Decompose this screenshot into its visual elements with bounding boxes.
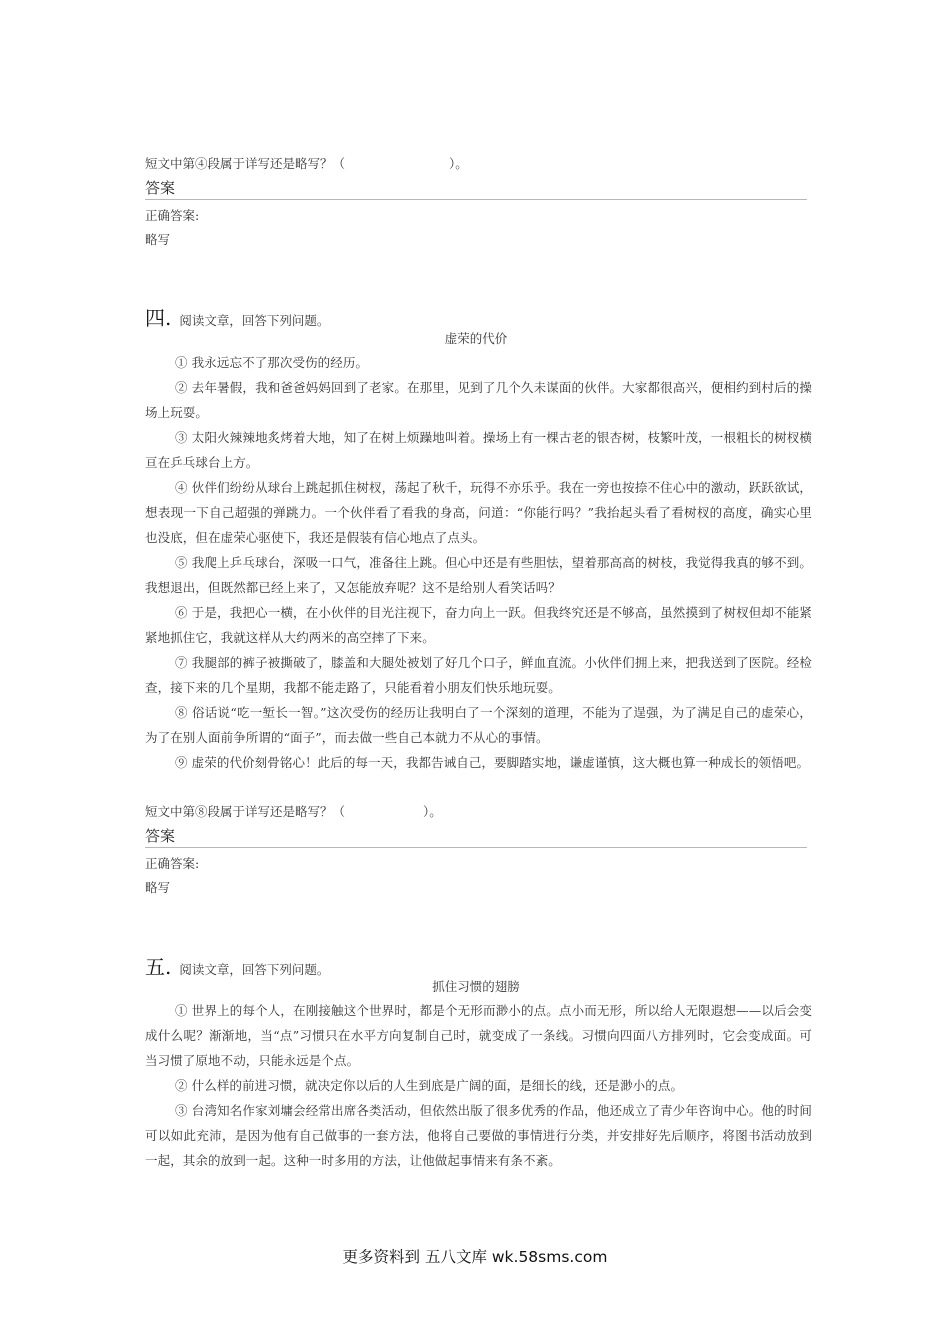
question-suffix: ）。 — [423, 804, 442, 819]
answer-heading: 答案 — [145, 827, 176, 845]
paragraph: ⑦ 我腿部的裤子被撕破了，膝盖和大腿处被划了好几个口子，鲜血直流。小伙伴们拥上来，把我送到了医院。经检查，接下来的几个星期，我都不能走路了，只能看着小朋友们快乐地玩耍。 — [145, 655, 812, 695]
paragraph: ③ 太阳火辣辣地炙烤着大地，知了在树上烦躁地叫着。操场上有一棵古老的银杏树，枝繁叶茂，一根粗长的树杈横亘在乒乓球台上方。 — [145, 430, 812, 470]
section-instruction: 阅读文章，回答下列问题。 — [179, 313, 330, 328]
paragraph: ② 什么样的前进习惯，就决定你以后的人生到底是广阔的面，是细长的线，还是渺小的点。 — [175, 1078, 684, 1093]
section-number: 四. — [145, 306, 172, 330]
paragraph: ③ 台湾知名作家刘墉会经常出席各类活动，但依然出版了很多优秀的作品，他还成立了青少年咨询中心。他的时间可以如此充沛，是因为他有自己做事的一套方法，他将自己要做的事情进行分类，并安排好先后顺序，将图书活动放到一起，其余的放到一起。这种一时多用的方法，让他做起事情来有条不紊。 — [145, 1103, 812, 1168]
article-title: 虚荣的代价 — [444, 331, 508, 346]
answer-heading: 答案 — [145, 179, 176, 197]
section-number: 五. — [145, 955, 172, 979]
question-suffix: ）。 — [449, 156, 468, 171]
correct-answer-value: 略写 — [145, 232, 171, 247]
question-q4 — [145, 802, 442, 820]
paragraph: ⑨ 虚荣的代价刻骨铭心！此后的每一天，我都告诫自己，要脚踏实地，谦虚谨慎，这大概也算一种成长的领悟吧。 — [175, 755, 810, 770]
paragraph: ① 世界上的每个人，在刚接触这个世界时，都是个无形而渺小的点。点小而无形，所以给人无限遐想——以后会变成什么呢？渐渐地，当“点”习惯只在水平方向复制自己时，就变成了一条线。习惯向四面八方排列时，它会变成面。可当习惯了原地不动，只能永远是个点。 — [145, 1003, 812, 1068]
section-heading-5 — [145, 951, 329, 980]
question-q3 — [145, 154, 468, 172]
article-title: 抓住习惯的翅膀 — [432, 979, 520, 994]
footer-watermark-text: 更多资料到 五八文库 wk.58sms.com — [342, 1248, 608, 1266]
paragraph: ② 去年暑假，我和爸爸妈妈回到了老家。在那里，见到了几个久未谋面的伙伴。大家都很高兴，便相约到村后的操场上玩耍。 — [145, 380, 812, 420]
paragraph: ① 我永远忘不了那次受伤的经历。 — [175, 355, 369, 370]
paragraph: ⑧ 俗话说“吃一堑长一智。”这次受伤的经历让我明白了一个深刻的道理，不能为了逞强，为了满足自己的虚荣心，为了在别人面前争所谓的“面子”，而去做一些自己本就力不从心的事情。 — [145, 705, 812, 745]
paragraph: ⑥ 于是，我把心一横，在小伙伴的目光注视下，奋力向上一跃。但我终究还是不够高，虽然摸到了树杈但却不能紧紧地抓住它，我就这样从大约两米的高空摔了下来。 — [145, 605, 812, 645]
question-text: 短文中第⑧段属于详写还是略写？（ — [145, 804, 346, 819]
section-instruction: 阅读文章，回答下列问题。 — [179, 962, 330, 977]
paragraph: ④ 伙伴们纷纷从球台上跳起抓住树杈，荡起了秋千，玩得不亦乐乎。我在一旁也按捺不住心中的激动，跃跃欲试，想表现一下自己超强的弹跳力。一个伙伴看了看我的身高，问道：“你能行吗？”我抬起头看了看树杈的高度，确实心里也没底，但在虚荣心驱使下，我还是假装有信心地点了点头。 — [145, 480, 812, 545]
paragraph: ⑤ 我爬上乒乓球台，深吸一口气，准备往上跳。但心中还是有些胆怯，望着那高高的树枝，我觉得我真的够不到。我想退出，但既然都已经上来了，又怎能放弃呢？这不是给别人看笑话吗？ — [145, 555, 812, 595]
correct-answer-label: 正确答案: — [145, 856, 200, 871]
answer-divider — [145, 847, 807, 848]
section-heading-4 — [145, 302, 329, 331]
question-text: 短文中第④段属于详写还是略写？（ — [145, 156, 346, 171]
correct-answer-value: 略写 — [145, 880, 171, 895]
answer-divider — [145, 199, 807, 200]
correct-answer-label: 正确答案: — [145, 208, 200, 223]
